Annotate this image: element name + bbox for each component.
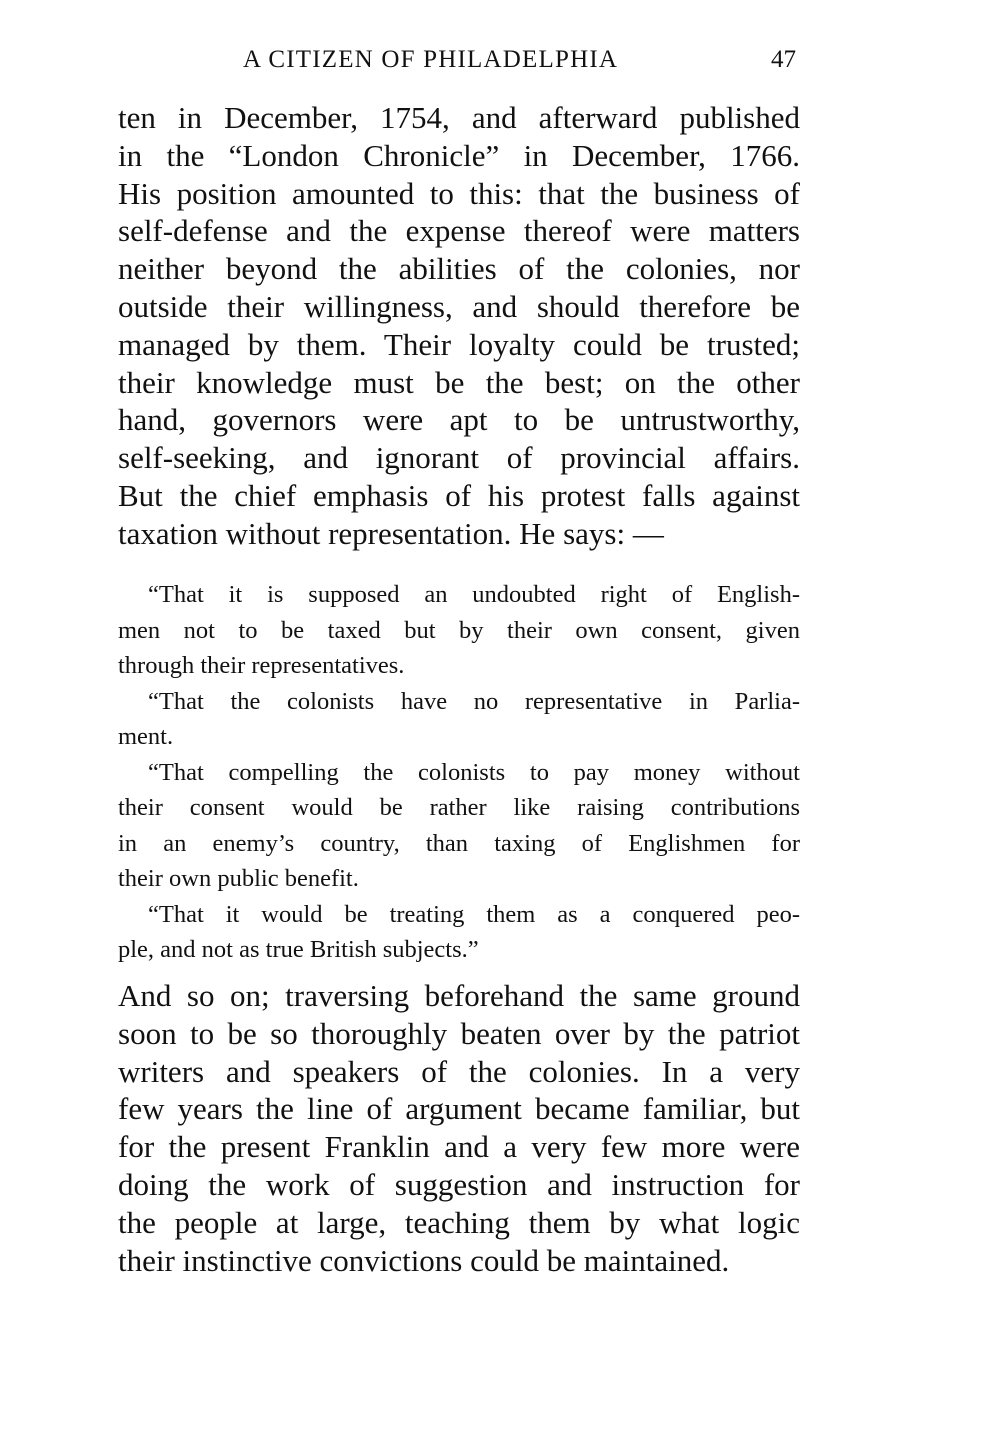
page-header	[118, 46, 800, 80]
text-line: soon to be so thoroughly beaten over by the patriot	[118, 1015, 800, 1051]
text-line: “That it would be treating them as a conquered peo-	[148, 900, 800, 928]
text-line: taxation without representation. He says: —	[118, 515, 664, 551]
text-line: the people at large, teaching them by what logic	[118, 1204, 800, 1240]
text-line: ten in December, 1754, and afterward published	[118, 100, 800, 135]
text-line: self-defense and the expense thereof were matters	[118, 213, 800, 249]
text-line: their instinctive convictions could be maintained.	[118, 1242, 730, 1278]
text-line: His position amounted to this: that the business of	[118, 175, 800, 211]
text-line: “That it is supposed an undoubted right of English-	[148, 581, 800, 608]
text-line: their consent would be rather like raising contributions	[118, 794, 800, 821]
text-line: for the present Franklin and a very few more were	[118, 1129, 800, 1165]
text-line: doing the work of suggestion and instruction for	[118, 1166, 800, 1202]
text-line: their knowledge must be the best; on the other	[118, 364, 800, 400]
text-line: “That the colonists have no representative in Parlia-	[148, 687, 800, 715]
quote-item	[118, 684, 800, 755]
text-line: self-seeking, and ignorant of provincial affairs.	[118, 440, 800, 476]
text-line: through their representatives.	[118, 652, 405, 679]
quote-item	[118, 755, 800, 897]
quote-item	[118, 897, 800, 968]
text-line: neither beyond the abilities of the colonies, nor	[118, 251, 800, 287]
text-line: in an enemy’s country, than taxing of Englishmen for	[118, 829, 800, 857]
text-line: outside their willingness, and should therefore be	[118, 288, 800, 324]
text-line: ple, and not as true British subjects.”	[118, 936, 479, 963]
text-line: in the “London Chronicle” in December, 1766.	[118, 137, 800, 173]
text-line: hand, governors were apt to be untrustworthy,	[118, 402, 800, 438]
text-line: managed by them. Their loyalty could be trusted;	[118, 326, 800, 362]
block-quote	[118, 577, 800, 968]
text-line: “That compelling the colonists to pay money without	[148, 758, 800, 786]
quote-item	[118, 577, 800, 684]
page-number: 47	[771, 46, 796, 73]
paragraph-2	[118, 977, 800, 1279]
running-title: A CITIZEN OF PHILADELPHIA	[243, 46, 619, 73]
text-line: And so on; traversing beforehand the same ground	[118, 978, 800, 1013]
text-line: their own public benefit.	[118, 865, 359, 892]
text-line: writers and speakers of the colonies. In a very	[118, 1053, 800, 1089]
text-line: men not to be taxed but by their own consent, given	[118, 616, 800, 644]
text-line: ment.	[118, 723, 174, 750]
text-line: few years the line of argument became familiar, but	[118, 1091, 800, 1127]
text-line: But the chief emphasis of his protest falls against	[118, 477, 800, 513]
paragraph-1	[118, 99, 800, 553]
